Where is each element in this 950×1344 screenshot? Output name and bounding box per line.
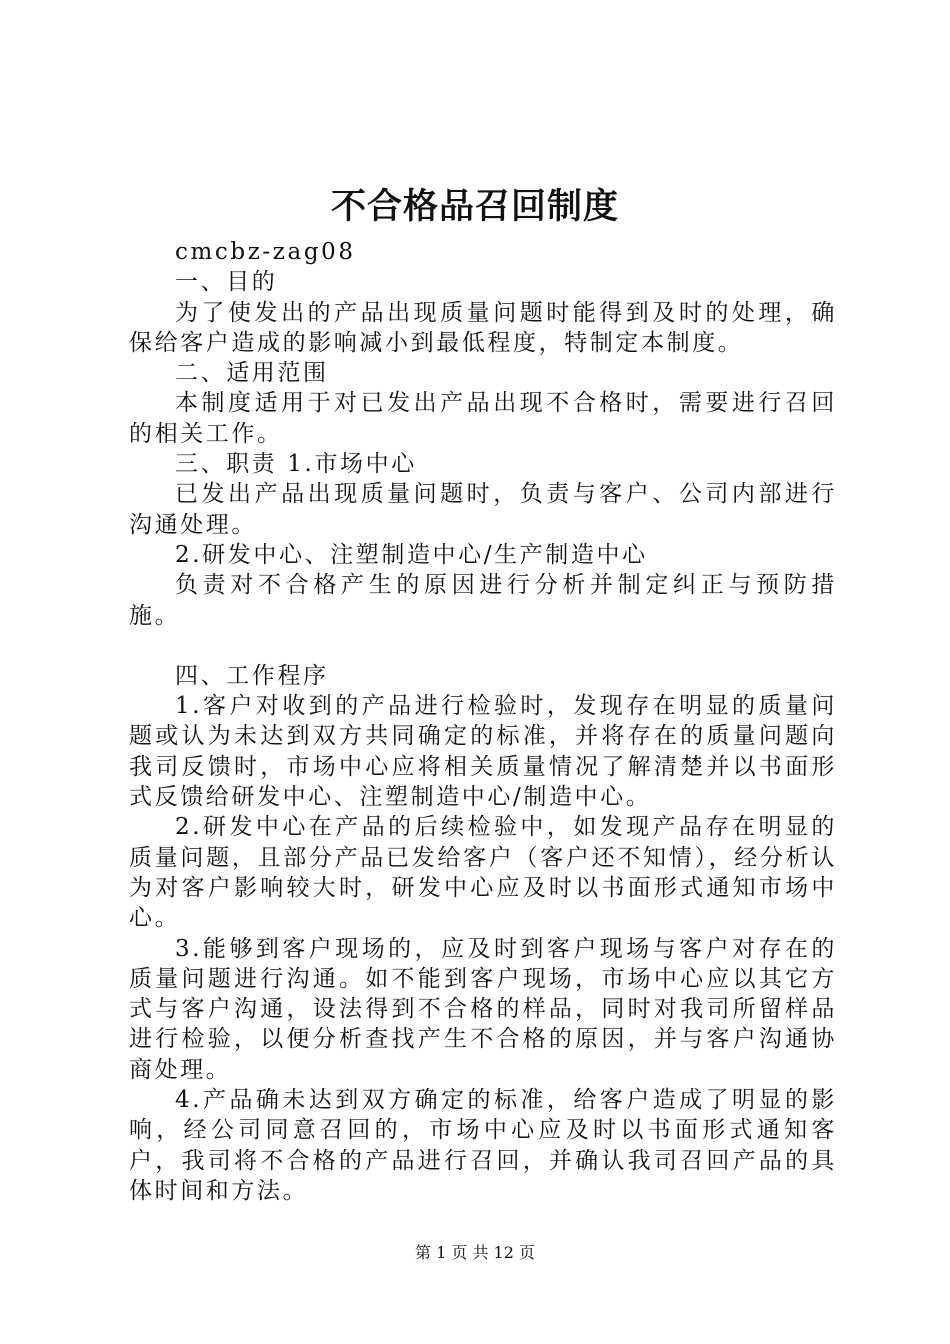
document-title: 不合格品召回制度 xyxy=(330,186,619,227)
section-heading-duties: 三、职责 1.市场中心 xyxy=(175,451,417,478)
subheading-duty-rnd: 2.研发中心、注塑制造中心/生产制造中心 xyxy=(175,541,648,568)
section-heading-scope: 二、适用范围 xyxy=(175,360,329,387)
paragraph-procedure-2: 2.研发中心在产品的后续检验中，如发现产品存在明显的质量问题，且部分产品已发给客户（客户还不知情），经分析认为对客户影响较大时，研发中心应及时以书面形式通知市场中心。 xyxy=(129,814,837,932)
document-body xyxy=(129,237,837,1206)
paragraph-procedure-1: 1.客户对收到的产品进行检验时，发现存在明显的质量问题或认为未达到双方共同确定的标准，并将存在的质量问题向我司反馈时，市场中心应将相关质量情况了解清楚并以书面形式反馈给研发中心、注塑制造中心/制造中心。 xyxy=(129,693,837,811)
paragraph-procedure-4: 4.产品确未达到双方确定的标准，给客户造成了明显的影响，经公司同意召回的，市场中心应及时以书面形式通知客户，我司将不合格的产品进行召回，并确认我司召回产品的具体时间和方法。 xyxy=(129,1087,837,1204)
section-heading-purpose: 一、目的 xyxy=(175,269,278,296)
paragraph-scope: 本制度适用于对已发出产品出现不合格时，需要进行召回的相关工作。 xyxy=(129,390,837,447)
document-code: cmcbz-zag08 xyxy=(175,239,356,265)
paragraph-purpose: 为了使发出的产品出现质量问题时能得到及时的处理，确保给客户造成的影响减小到最低程度，特制定本制度。 xyxy=(129,299,837,356)
paragraph-procedure-3: 3.能够到客户现场的，应及时到客户现场与客户对存在的质量问题进行沟通。如不能到客户现场，市场中心应以其它方式与客户沟通，设法得到不合格的样品，同时对我司所留样品进行检验，以便分析查找产生不合格的原因，并与客户沟通协商处理。 xyxy=(129,935,837,1083)
page-footer: 第 1 页 共 12 页 xyxy=(415,1243,535,1262)
paragraph-duty-rnd: 负责对不合格产生的原因进行分析并制定纠正与预防措施。 xyxy=(129,572,837,629)
section-heading-procedure: 四、工作程序 xyxy=(175,662,329,689)
paragraph-duty-market: 已发出产品出现质量问题时，负责与客户、公司内部进行沟通处理。 xyxy=(129,481,837,538)
